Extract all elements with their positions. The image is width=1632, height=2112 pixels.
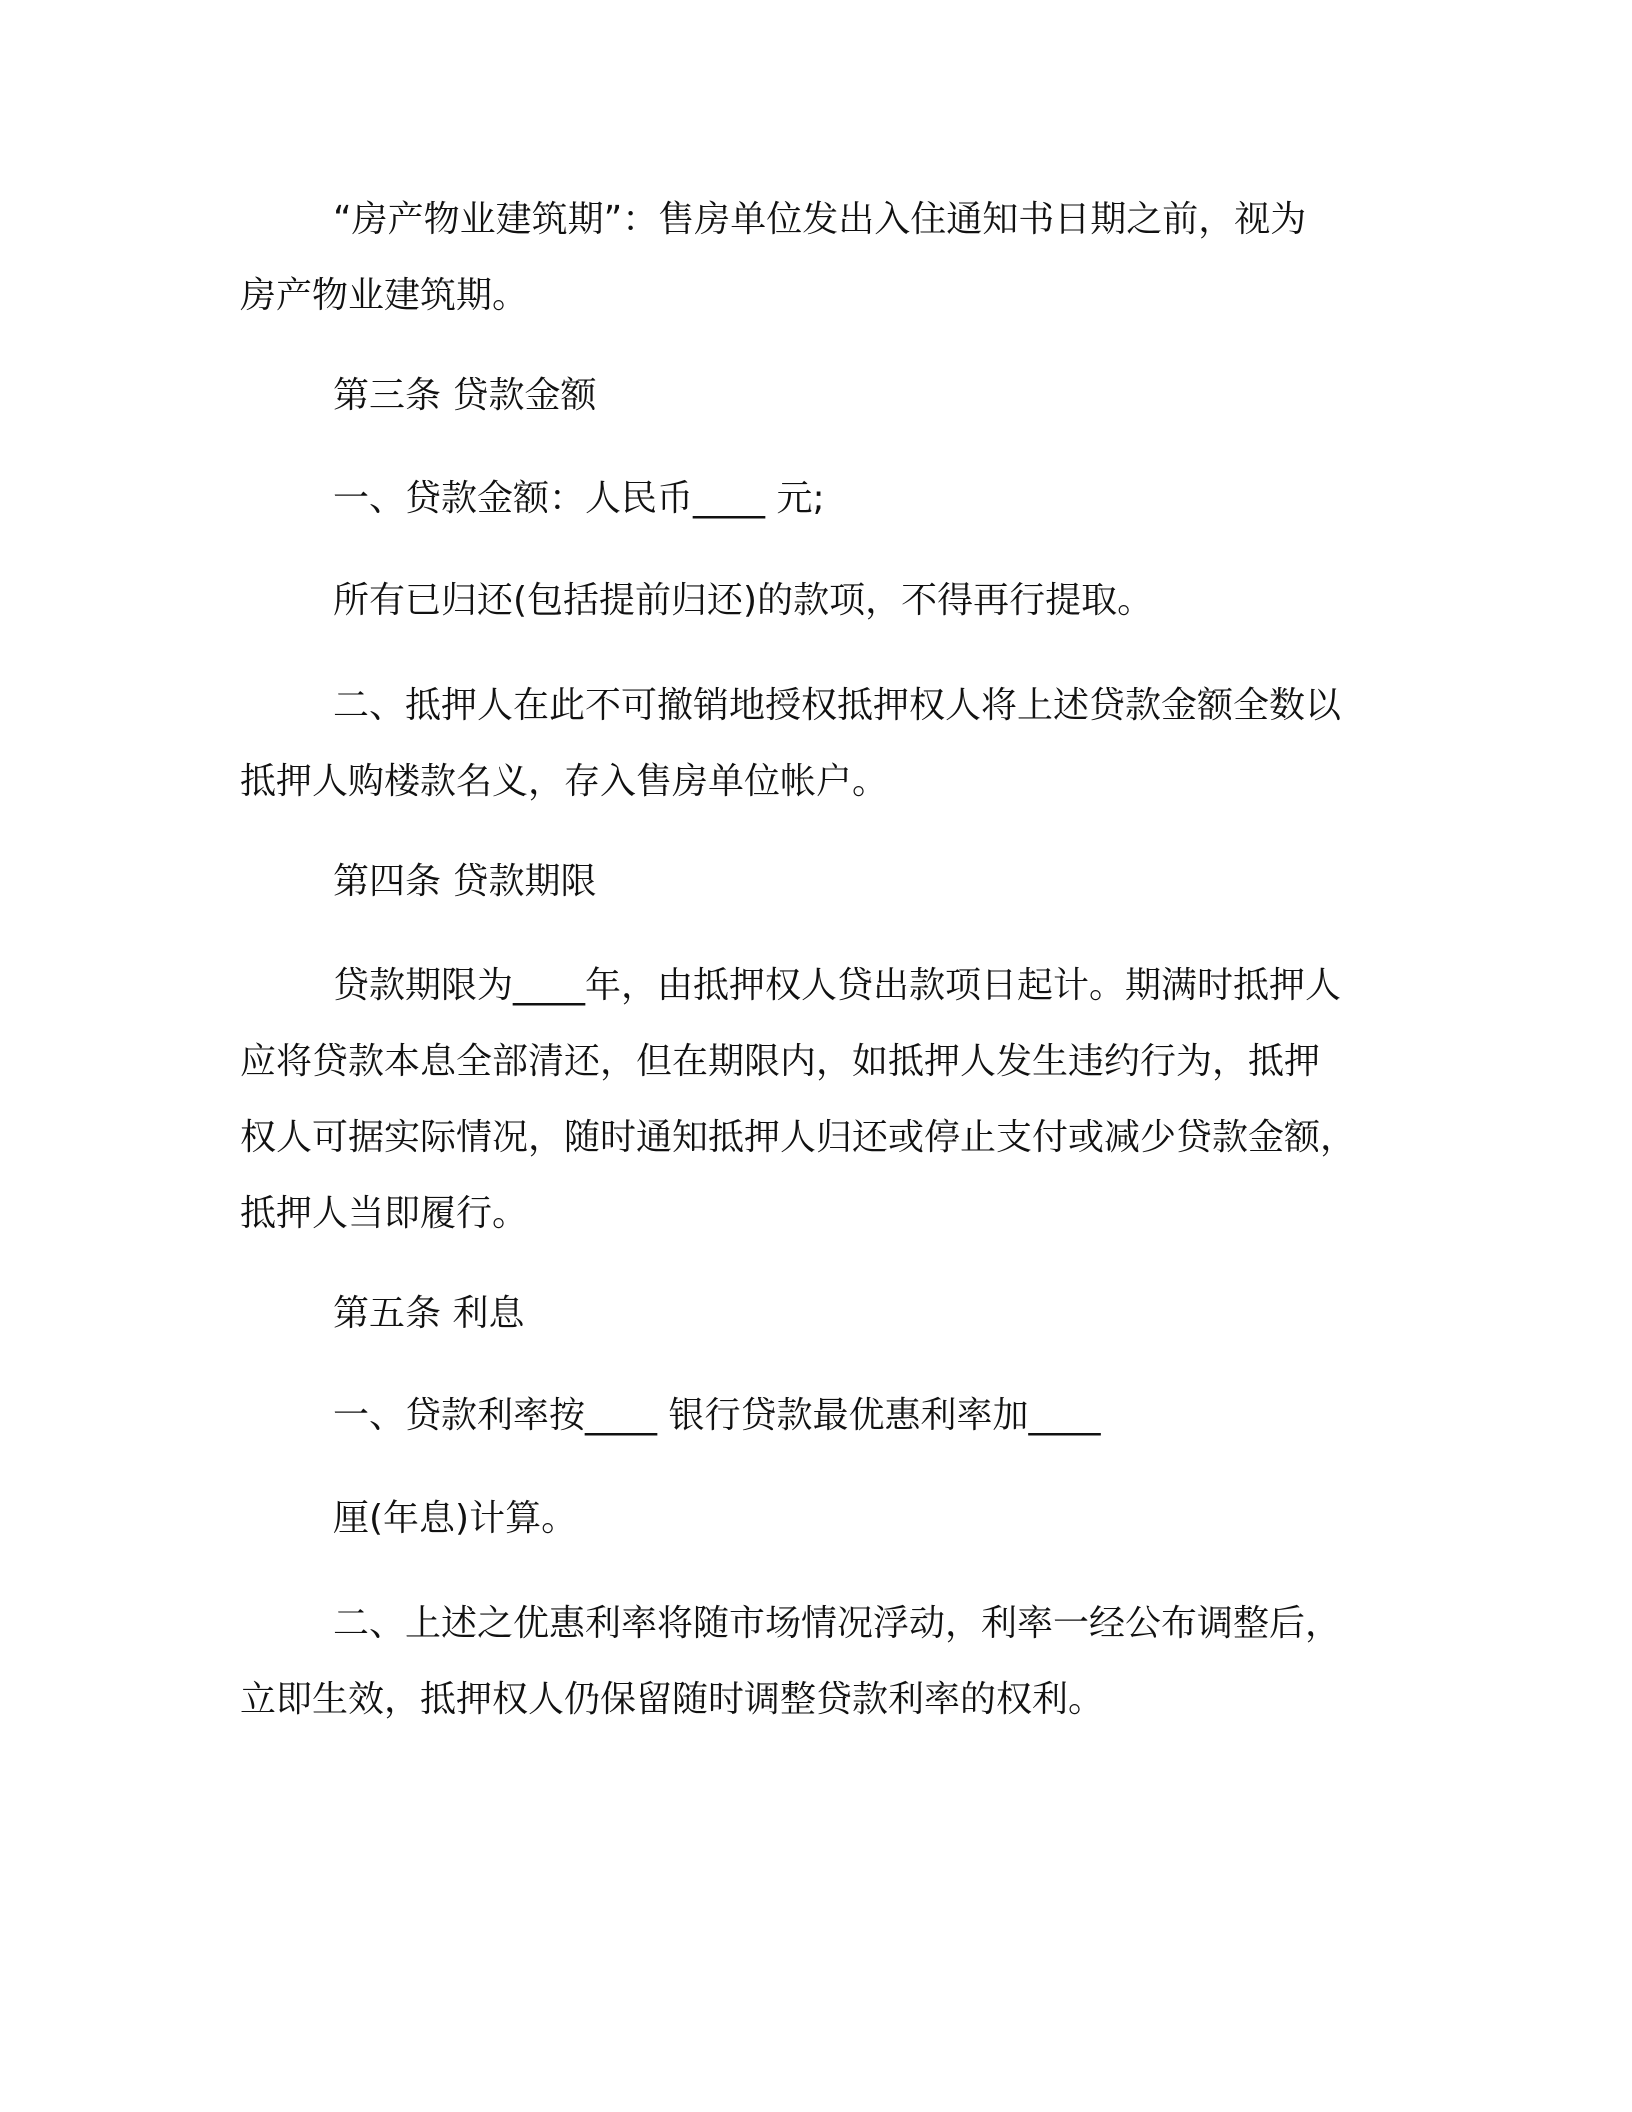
paragraph-line: 立即生效，抵押权人仍保留随时调整贷款利率的权利。 — [240, 1679, 1105, 1720]
paragraph-line: 抵押人购楼款名义，存入售房单位帐户。 — [240, 761, 889, 802]
article-heading: 第五条 利息 — [333, 1293, 525, 1334]
paragraph-line: 权人可据实际情况，随时通知抵押人归还或停止支付或减少贷款金额， — [240, 1117, 1357, 1158]
paragraph-line: 一、贷款金额：人民币____ 元; — [333, 478, 825, 519]
paragraph-line: 应将贷款本息全部清还，但在期限内，如抵押人发生违约行为，抵押 — [240, 1041, 1321, 1082]
article-heading: 第三条 贷款金额 — [333, 375, 597, 416]
paragraph-line: 贷款期限为____年，由抵押权人贷出款项日起计。期满时抵押人 — [333, 965, 1342, 1006]
paragraph-line: 抵押人当即履行。 — [240, 1193, 529, 1234]
paragraph-line: 所有已归还(包括提前归还)的款项，不得再行提取。 — [333, 580, 1154, 621]
paragraph-line: 房产物业建筑期。 — [240, 275, 529, 316]
paragraph-line: 厘(年息)计算。 — [333, 1498, 578, 1539]
paragraph-line: “房产物业建筑期”：售房单位发出入住通知书日期之前，视为 — [333, 199, 1307, 240]
paragraph-line: 一、贷款利率按____ 银行贷款最优惠利率加____ — [333, 1395, 1101, 1436]
paragraph-line: 二、抵押人在此不可撤销地授权抵押权人将上述贷款金额全数以 — [333, 685, 1342, 726]
paragraph-line: 二、上述之优惠利率将随市场情况浮动，利率一经公布调整后， — [333, 1603, 1342, 1644]
article-heading: 第四条 贷款期限 — [333, 861, 597, 902]
